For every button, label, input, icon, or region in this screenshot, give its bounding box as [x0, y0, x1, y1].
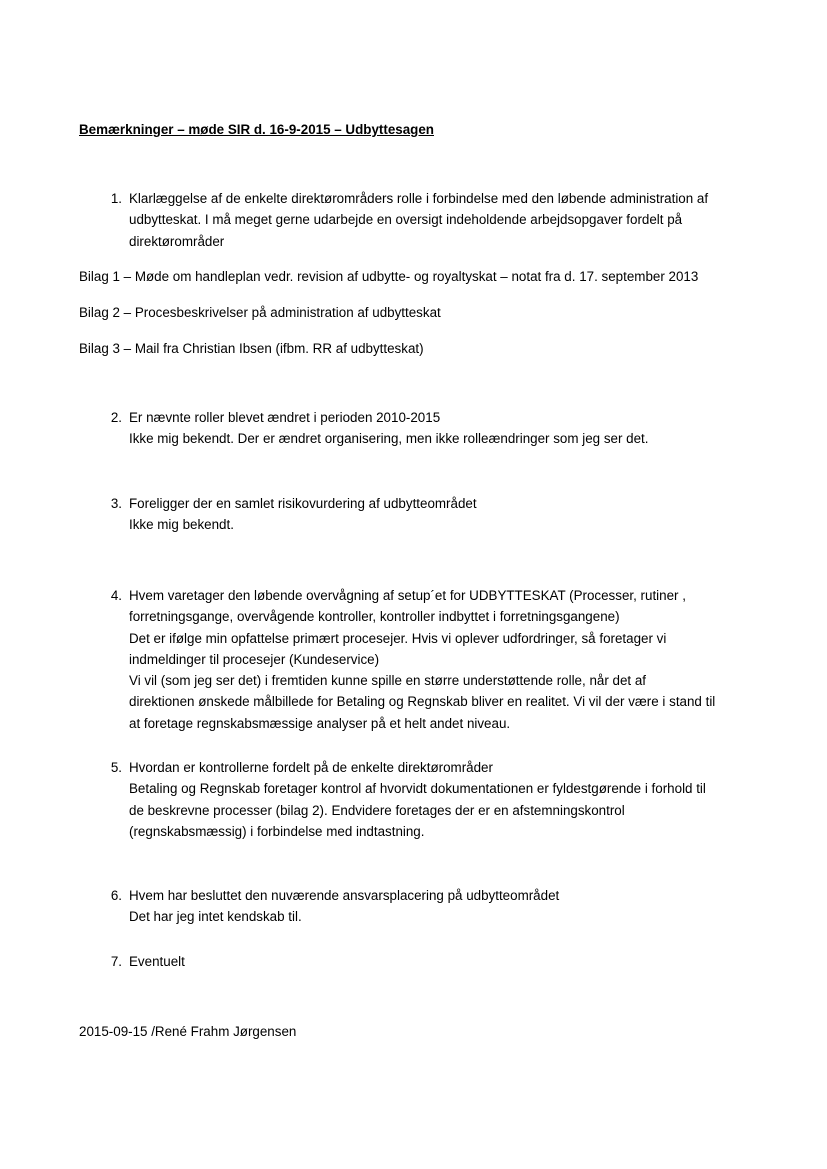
item-line: Er nævnte roller blevet ændret i perioden 2010-2015: [129, 410, 441, 425]
bilag-1: Bilag 1 – Møde om handleplan vedr. revision af udbytte- og royaltyskat – notat fra d. 17. september 2013: [79, 269, 699, 284]
signature-line: 2015-09-15 /René Frahm Jørgensen: [79, 1024, 297, 1039]
item-number: 5.: [110, 760, 122, 775]
item-line: udbytteskat. I må meget gerne udarbejde en oversigt indeholdende arbejdsopgaver fordelt på: [129, 212, 683, 228]
item-line: Hvem har besluttet den nuværende ansvarsplacering på udbytteområdet: [129, 888, 560, 903]
item-line: Betaling og Regnskab foretager kontrol af hvorvidt dokumentationen er fyldestgørende i forhold til: [129, 781, 706, 797]
bilag-3: Bilag 3 – Mail fra Christian Ibsen (ifbm. RR af udbytteskat): [79, 341, 424, 356]
item-line: Det er ifølge min opfattelse primært procesejer. Hvis vi oplever udfordringer, så foretager vi: [129, 630, 667, 646]
item-line: Eventuelt: [129, 954, 185, 969]
item-number: 1.: [110, 191, 122, 206]
item-line: forretningsgange, overvågende kontroller, kontroller indbyttet i forretningsgangene): [129, 609, 620, 625]
item-line: Ikke mig bekendt. Der er ændret organisering, men ikke rolleændringer som jeg ser det.: [129, 431, 649, 447]
item-line: Hvordan er kontrollerne fordelt på de enkelte direktørområder: [129, 760, 493, 775]
bilag-2: Bilag 2 – Procesbeskrivelser på administration af udbytteskat: [79, 305, 441, 320]
item-line: Vi vil (som jeg ser det) i fremtiden kunne spille en større understøttende rolle, når det af: [129, 673, 647, 689]
item-line: Ikke mig bekendt.: [129, 517, 234, 533]
item-body: [129, 585, 759, 734]
item-line: direktionen ønskede målbillede for Betaling og Regnskab bliver en realitet. Vi vil der være i stand til: [129, 694, 716, 710]
item-line: indmeldinger til procesejer (Kundeservice): [129, 651, 380, 667]
item-body: [129, 407, 759, 450]
item-number: 2.: [110, 410, 122, 425]
item-number: 6.: [110, 888, 122, 903]
item-body: [129, 951, 759, 972]
item-line: de beskrevne processer (bilag 2). Endvidere foretages der er en afstemningskontrol: [129, 802, 625, 818]
item-line: direktørområder: [129, 233, 225, 249]
item-number: 7.: [110, 954, 122, 969]
item-body: [129, 757, 759, 842]
item-line: at foretage regnskabsmæssige analyser på et helt andet niveau.: [129, 715, 511, 731]
item-body: [129, 188, 759, 252]
item-number: 3.: [110, 496, 122, 511]
item-line: Foreligger der en samlet risikovurdering af udbytteområdet: [129, 496, 477, 511]
document-title: Bemærkninger – møde SIR d. 16-9-2015 – Udbyttesagen: [79, 122, 434, 137]
item-line: Hvem varetager den løbende overvågning af setup´et for UDBYTTESKAT (Processer, rutiner ,: [129, 588, 686, 603]
item-body: [129, 493, 759, 536]
item-line: Det har jeg intet kendskab til.: [129, 909, 302, 925]
item-line: (regnskabsmæssig) i forbindelse med indtastning.: [129, 823, 425, 839]
item-line: Klarlæggelse af de enkelte direktørområders rolle i forbindelse med den løbende administration af: [129, 191, 709, 206]
item-number: 4.: [110, 588, 122, 603]
item-body: [129, 885, 759, 928]
